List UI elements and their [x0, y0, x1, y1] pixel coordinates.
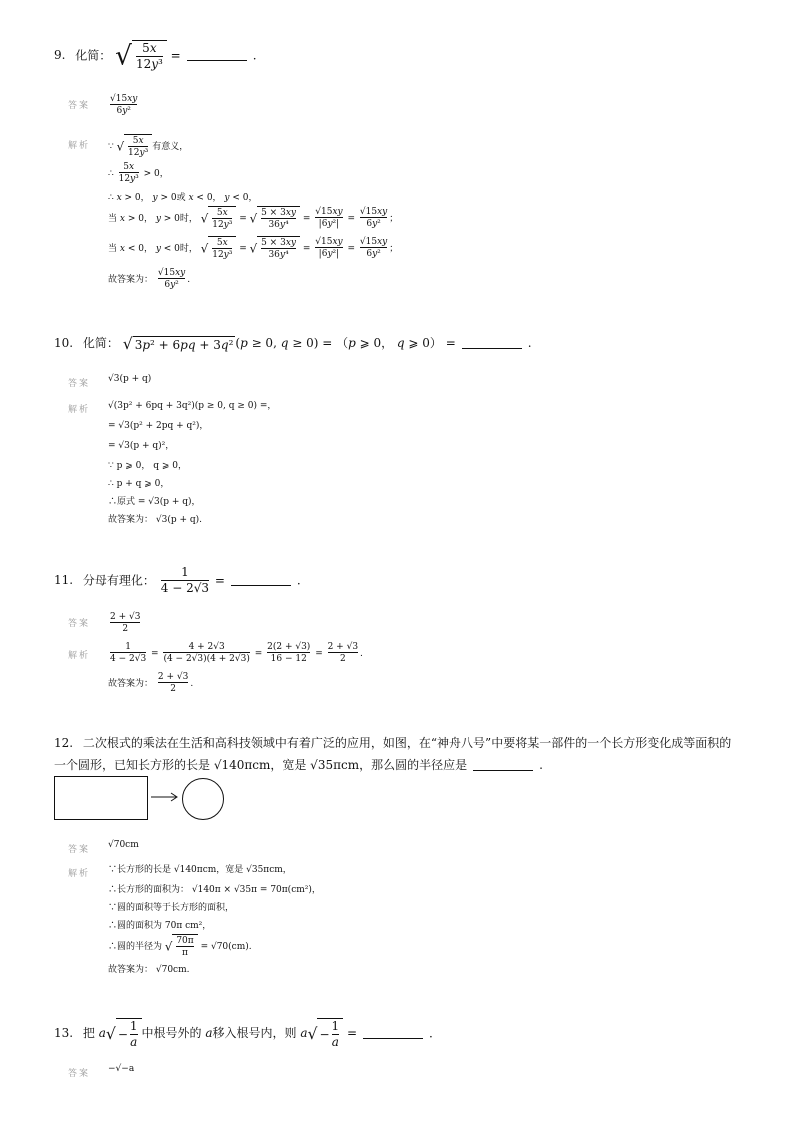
analysis-line: = √3(p + q)²， [108, 441, 175, 451]
analysis-line: 故答案为： $\frac{2 + √3}{2}$ . [108, 672, 194, 695]
analysis-line: ∵长方形的长是 √140πcm，宽是 √35πcm， [108, 865, 292, 875]
analysis-line: 当 x > 0， y > 0时， √ $\frac{5x}{\text{12y³}}$ = √ $\frac{5 \times 3xy}{\text{36y⁴}}$ = $\frac{√15xy}{\text{|6y²|}}$ = $\frac{√15xy}{\text{6y²}}$ ； [108, 207, 399, 231]
question-number: 13. [54, 1026, 74, 1041]
analysis-line: √(3p² + 6pq + 3q²)(p ≥ 0, q ≥ 0) =， [108, 401, 277, 411]
question-expression: $\frac{1}{4 - 2√3}$ [160, 565, 209, 595]
analysis-label: 解析 [68, 141, 91, 151]
analysis-line: 故答案为： $\frac{√15xy}{\text{6y²}}$ . [108, 268, 191, 291]
analysis-line: = √3(p² + 2pq + q²)， [108, 421, 209, 431]
question-prompt: 化简： [75, 48, 112, 63]
answer-blank [363, 1038, 423, 1039]
question-11: 11. 分母有理化： $\frac{1}{4 - 2√3}$ = . [54, 565, 301, 595]
question-9: 9. 化简： √ $\frac{5x}{\text{12y³}}$ = . [54, 40, 257, 72]
question-number: 12. [54, 736, 74, 750]
answer-blank [231, 585, 291, 586]
analysis-line: 故答案为： √70cm. [108, 965, 190, 975]
answer-value: √70cm [108, 840, 139, 850]
arrow-icon [150, 790, 180, 804]
analysis-line: 故答案为： √3(p + q). [108, 515, 202, 525]
analysis-line: $\frac{1}{4 - 2√3}$ = $\frac{4 + 2√3}{(4 - 2√3)(4 + 2√3)}$ = $\frac{2(2 + √3)}{16 - 12}$ = $\frac{2 + √3}{2}$ . [110, 642, 363, 665]
analysis-line: ∴原式 = √3(p + q)， [108, 497, 201, 507]
analysis-line: ∴ x > 0， y > 0或 x < 0， y < 0， [108, 193, 258, 203]
question-prompt: 化简： [82, 336, 119, 350]
question-prompt-line2: 一个圆形，已知长方形的长是 √140πcm，宽是 √35πcm，那么圆的半径应是 [54, 758, 468, 772]
analysis-line: ∵圆的面积等于长方形的面积， [108, 903, 235, 913]
analysis-line: ∴长方形的面积为： √140π × √35π = 70π(cm²)， [108, 885, 321, 895]
rectangle-shape [54, 776, 148, 820]
question-prompt: 把 a√ − $\frac{1}{a}$ 中根号外的 a移入根号内，则 a√ − $\frac{1}{a}$ = [82, 1019, 358, 1049]
question-number: 9. [54, 48, 66, 63]
analysis-line: ∴ $\frac{5x}{\text{12y³}}$ > 0， [108, 162, 169, 185]
analysis-line: 当 x < 0， y < 0时， √ $\frac{5x}{\text{12y³}}$ = √ $\frac{5 \times 3xy}{\text{36y⁴}}$ = $\frac{√15xy}{\text{|6y²|}}$ = $\frac{√15xy}{\text{6y²}}$ ； [108, 237, 399, 261]
answer-value: $\frac{2 + √3}{2}$ [110, 612, 141, 635]
answer-label: 答案 [68, 1069, 91, 1079]
analysis-line: ∴圆的面积为 70π cm²， [108, 921, 212, 931]
answer-label: 答案 [68, 379, 91, 389]
answer-label: 答案 [68, 101, 91, 111]
answer-blank [473, 770, 533, 771]
answer-value: √3(p + q) [108, 374, 152, 384]
analysis-line: ∴圆的半径为 √ $\frac{70\pi}{\pi}$ = √70(cm). [108, 936, 252, 959]
analysis-line: ∵ √ $\frac{5x}{\text{12y³}}$ 有意义， [108, 136, 189, 159]
answer-value: $\frac{√15xy}{\text{6y²}}$ [110, 94, 138, 117]
answer-label: 答案 [68, 845, 91, 855]
answer-label: 答案 [68, 619, 91, 629]
question-12-line2: 一个圆形，已知长方形的长是 √140πcm，宽是 √35πcm，那么圆的半径应是 . [54, 758, 543, 772]
question-number: 11. [54, 573, 74, 588]
analysis-label: 解析 [68, 405, 91, 415]
analysis-line: ∵ p ⩾ 0， q ⩾ 0， [108, 461, 187, 471]
question-12 [54, 734, 731, 751]
question-expression: √ $\frac{5x}{\text{12y³}}$ [115, 40, 167, 72]
answer-blank [187, 60, 247, 61]
analysis-line: ∴ p + q ⩾ 0， [108, 479, 170, 489]
question-10: 10. 化简： √ 3p² + 6pq + 3q² (p ≥ 0, q ≥ 0) = （p ⩾ 0， q ⩾ 0） = . [54, 334, 532, 353]
answer-blank [462, 348, 522, 349]
analysis-label: 解析 [68, 651, 91, 661]
question-13: 13. 把 a√ − $\frac{1}{a}$ 中根号外的 a移入根号内，则 a√ − $\frac{1}{a}$ = . [54, 1019, 433, 1049]
question-prompt-line1: 二次根式的乘法在生活和高科技领域中有着广泛的应用，如图，在“神舟八号”中要将某一部件的一个长方形变化成等面积的 [82, 736, 732, 750]
circle-shape [182, 778, 224, 820]
question-expression: √ 3p² + 6pq + 3q² [122, 334, 234, 353]
answer-value: −√−a [108, 1064, 135, 1074]
analysis-label: 解析 [68, 869, 91, 879]
question-number: 10. [54, 336, 74, 350]
question-prompt: 分母有理化： [82, 573, 155, 588]
